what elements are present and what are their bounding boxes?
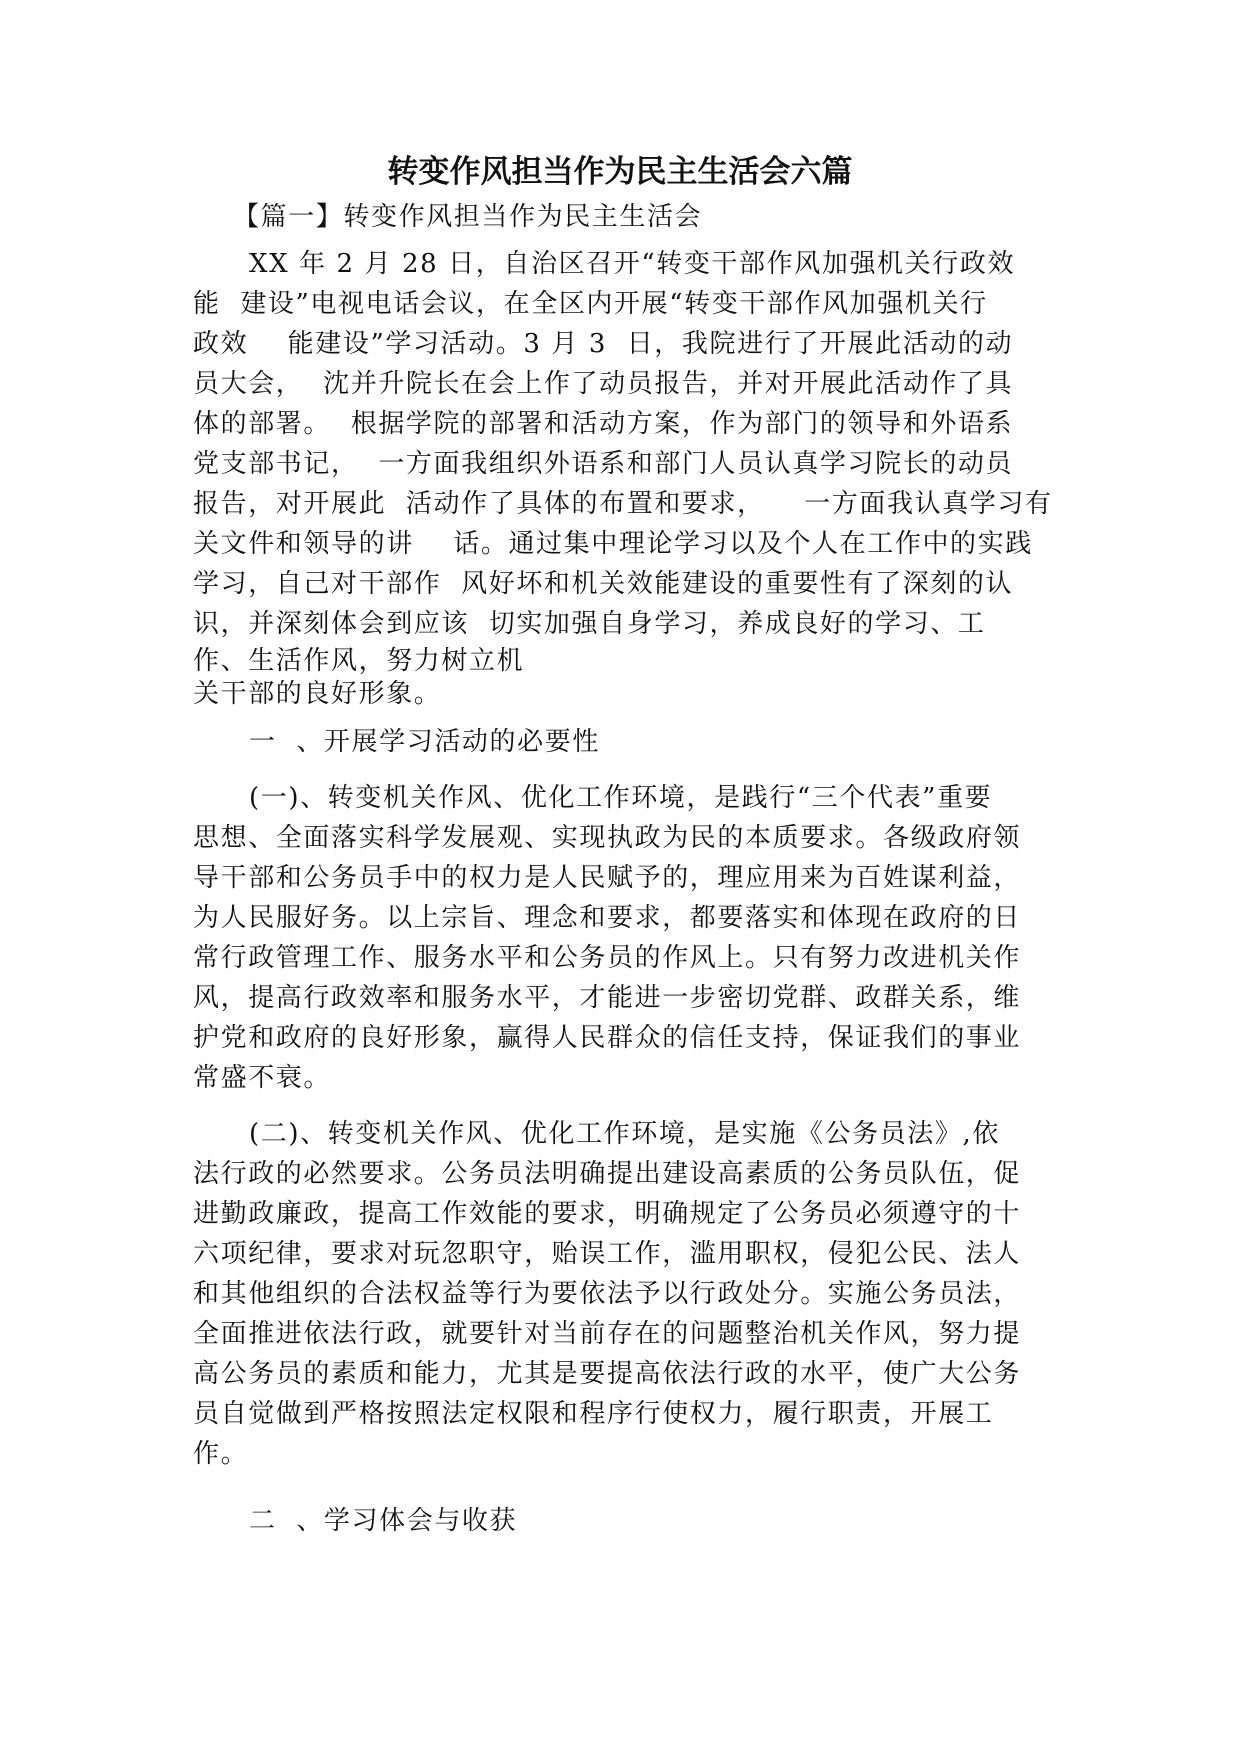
paragraph-line: 作、生活作风，努力树立机 xyxy=(193,646,525,676)
paragraph-line: 报告，对开展此 活动作了具体的布置和要求， 一方面我认真学习有 xyxy=(193,489,1053,519)
paragraph-line: 法行政的必然要求。公务员法明确提出建设高素质的公务员队伍，促 xyxy=(193,1159,1022,1189)
paragraph-line: 护党和政府的良好形象，赢得人民群众的信任支持，保证我们的事业 xyxy=(193,1023,1022,1053)
paragraph-line: 能 建设”电视电话会议，在全区内开展“转变干部作风加强机关行 xyxy=(193,289,988,319)
section-heading: 【篇一】转变作风担当作为民主生活会 xyxy=(233,202,703,232)
paragraph-line: XX 年 2 月 28 日，自治区召开“转变干部作风加强机关行政效 xyxy=(249,249,1016,279)
paragraph-line: 员自觉做到严格按照法定权限和程序行使权力，履行职责，开展工 xyxy=(193,1399,994,1429)
paragraph-line: 风，提高行政效率和服务水平，才能进一步密切党群、政群关系，维 xyxy=(193,983,1022,1013)
paragraph-line: 高公务员的素质和能力，尤其是要提高依法行政的水平，使广大公务 xyxy=(193,1359,1022,1389)
paragraph-line: 和其他组织的合法权益等行为要依法予以行政处分。实施公务员法， xyxy=(193,1279,1022,1309)
paragraph-line: 识，并深刻体会到应该 切实加强自身学习，养成良好的学习、工 xyxy=(193,609,986,639)
paragraph-line: 常盛不衰。 xyxy=(193,1063,332,1093)
paragraph-line: 全面推进依法行政，就要针对当前存在的问题整治机关作风，努力提 xyxy=(193,1319,1022,1349)
paragraph-line: 关文件和领导的讲 话。通过集中理论学习以及个人在工作中的实践 xyxy=(193,529,1033,559)
paragraph-line: (一)、转变机关作风、优化工作环境，是践行“三个代表”重要 xyxy=(249,783,993,813)
paragraph-line: 学习，自己对干部作 风好坏和机关效能建设的重要性有了深刻的认 xyxy=(193,569,1014,599)
paragraph-line: 党支部书记， 一方面我组织外语系和部门人员认真学习院长的动员 xyxy=(193,449,1014,479)
document-title: 转变作风担当作为民主生活会六篇 xyxy=(387,154,853,190)
paragraph-line: 思想、全面落实科学发展观、实现执政为民的本质要求。各级政府领 xyxy=(193,823,1022,853)
paragraph-line: 政效 能建设”学习活动。3 月 3 日，我院进行了开展此活动的动 xyxy=(193,329,1014,359)
subheading-1: 一 、开展学习活动的必要性 xyxy=(249,727,600,757)
paragraph-line: 作。 xyxy=(193,1439,249,1469)
subheading-2: 二 、学习体会与收获 xyxy=(249,1506,518,1536)
paragraph-line: 员大会， 沈并升院长在会上作了动员报告，并对开展此活动作了具 xyxy=(193,369,1014,399)
paragraph-line: 关干部的良好形象。 xyxy=(193,679,442,709)
paragraph-line: 体的部署。 根据学院的部署和活动方案，作为部门的领导和外语系 xyxy=(193,409,1014,439)
paragraph-line: 进勤政廉政，提高工作效能的要求，明确规定了公务员必须遵守的十 xyxy=(193,1199,1022,1229)
paragraph-line: 导干部和公务员手中的权力是人民赋予的，理应用来为百姓谋利益， xyxy=(193,863,1022,893)
paragraph-line: 为人民服好务。以上宗旨、理念和要求，都要落实和体现在政府的日 xyxy=(193,903,1022,933)
paragraph-line: 常行政管理工作、服务水平和公务员的作风上。只有努力改进机关作 xyxy=(193,943,1022,973)
paragraph-line: 六项纪律，要求对玩忽职守，贻误工作，滥用职权，侵犯公民、法人 xyxy=(193,1239,1022,1269)
paragraph-line: (二)、转变机关作风、优化工作环境，是实施《公务员法》,依 xyxy=(249,1119,1000,1149)
